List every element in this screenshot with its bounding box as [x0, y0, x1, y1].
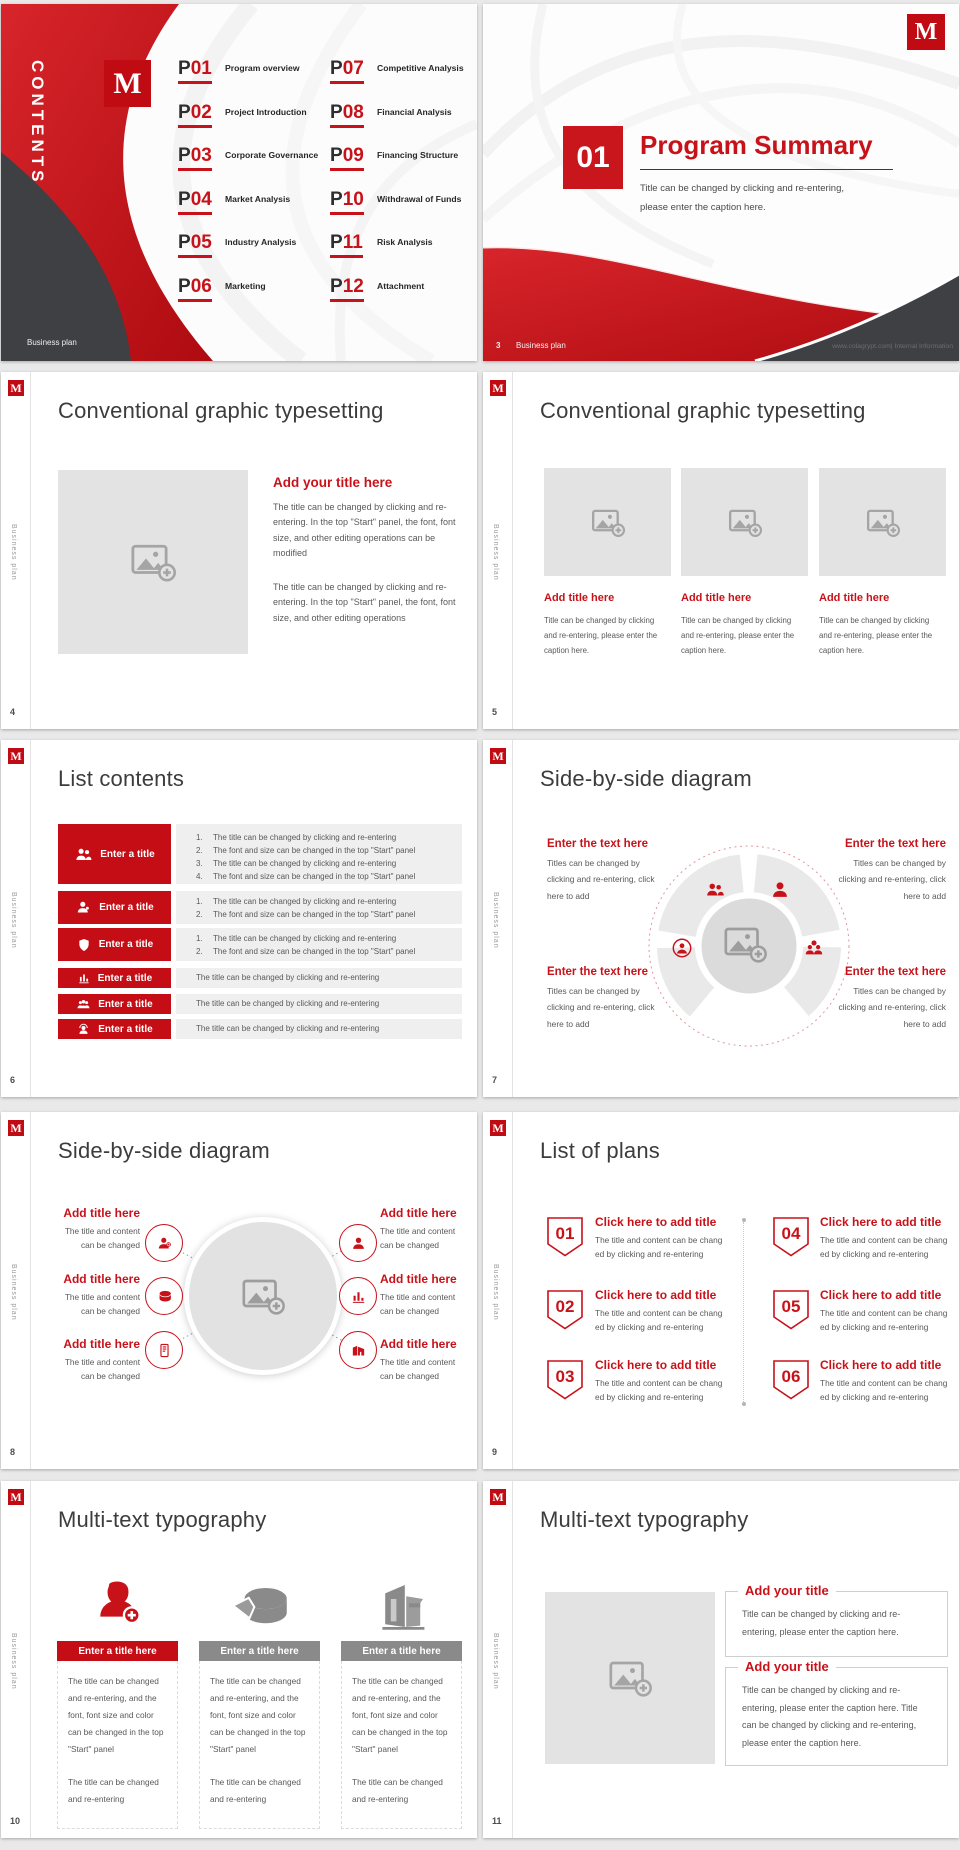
contents-item-number: P05: [178, 233, 212, 258]
plan-item-text: Click here to add title The title and content can be chang ed by clicking and re-entering: [820, 1215, 950, 1261]
content-heading: Add your title here: [273, 475, 393, 490]
plan-badge: 02: [547, 1290, 583, 1330]
content-heading: Add title here: [380, 1272, 457, 1286]
typography-column: [57, 1563, 178, 1829]
slide-title: List of plans: [540, 1138, 661, 1163]
slide-footer: Business plan: [516, 341, 566, 350]
divider: [512, 372, 513, 729]
person-plus-icon: [145, 1224, 183, 1262]
content-heading: Add title here: [63, 1272, 140, 1286]
plan-item-text: Click here to add title The title and content can be chang ed by clicking and re-entering: [595, 1358, 725, 1404]
brand-logo: M: [8, 1120, 24, 1136]
slide-thumbnail-hub-diagram[interactable]: [1, 1112, 477, 1469]
side-label: Business plan: [492, 1633, 499, 1690]
divider: [512, 1112, 513, 1469]
contents-item: P08 Financial Analysis: [330, 103, 477, 128]
divider: [30, 740, 31, 1097]
slide-page-number: 4: [10, 707, 16, 717]
shield-icon: [76, 937, 92, 953]
building-icon: [341, 1563, 462, 1633]
contents-item-number: P01: [178, 59, 212, 84]
brand-logo: M: [490, 1489, 506, 1505]
brand-logo: M: [8, 748, 24, 764]
slide-page-number: 11: [492, 1816, 502, 1826]
side-label: Business plan: [10, 892, 17, 949]
brand-logo: M: [490, 1120, 506, 1136]
pie-3d-icon: [199, 1563, 320, 1633]
typography-column: [341, 1563, 462, 1829]
image-placeholder: [545, 1592, 715, 1764]
brand-logo: M: [8, 380, 24, 396]
diagram-text-block: Add title here The title and content can be changed: [380, 1337, 464, 1383]
side-label: Business plan: [10, 1633, 17, 1690]
content-heading: Click here to add title: [820, 1358, 942, 1372]
column-body: The title can be changed and re-entering, and the font, font size and color can be changed in the top "Start" panel The title can be changed and re-entering: [57, 1661, 178, 1829]
titled-text-box: Add your title Title can be changed by clicking and re-entering, please enter the caption here.: [725, 1591, 948, 1657]
plan-item-text: Click here to add title The title and content can be chang ed by clicking and re-entering: [820, 1288, 950, 1334]
contents-item: P10 Withdrawal of Funds: [330, 190, 477, 215]
plan-item-text: Click here to add title The title and content can be chang ed by clicking and re-entering: [820, 1358, 950, 1404]
contents-item: P01 Program overview: [178, 59, 328, 84]
contents-background-art: [1, 4, 477, 361]
slide-thumbnail-typeset-triple[interactable]: [483, 372, 959, 729]
image-plus-icon: [241, 1276, 285, 1316]
operator-icon: [76, 1022, 91, 1037]
contents-item: P09 Financing Structure: [330, 146, 477, 171]
slide-title: Conventional graphic typesetting: [540, 398, 866, 423]
contents-item-number: P08: [330, 103, 364, 128]
slide-page-number: 6: [10, 1075, 16, 1085]
contents-vertical-title: CONTENTS: [28, 60, 47, 186]
chart-icon: [339, 1277, 377, 1315]
group-icon: [803, 937, 825, 959]
contents-item-number: P09: [330, 146, 364, 171]
content-heading: Add your title: [738, 1583, 836, 1598]
list-row-header: Enter a title: [58, 928, 171, 961]
content-heading: Enter the text here: [845, 966, 946, 978]
contents-item: P06 Marketing: [178, 277, 328, 302]
contents-item-number: P02: [178, 103, 212, 128]
divider: [30, 1481, 31, 1838]
team-icon: [76, 997, 91, 1012]
slide-thumbnail-circle-diagram[interactable]: [483, 740, 959, 1097]
section-caption: Title can be changed by clicking and re-entering, please enter the caption here.: [640, 183, 845, 213]
list-row-content: 1. The title can be changed by clicking and re-entering 2. The font and size can be changed in the top "Start" panel: [176, 928, 462, 961]
plan-badge: 04: [773, 1217, 809, 1257]
contents-item-number: P03: [178, 146, 212, 171]
contents-item: P11 Risk Analysis: [330, 233, 477, 258]
list-row-content: The title can be changed by clicking and re-entering: [176, 968, 462, 988]
plan-badge: 05: [773, 1290, 809, 1330]
content-heading: Add title here: [681, 592, 752, 604]
contents-item-number: P12: [330, 277, 364, 302]
slide-page-number: 9: [492, 1447, 498, 1457]
title-underline: [640, 169, 893, 170]
content-paragraph: The title can be changed by clicking and re-entering. In the top "Start" panel, the font, font size, and other editing operations: [273, 582, 456, 623]
side-label: Business plan: [10, 1264, 17, 1321]
diagram-text-block: Enter the text here Titles can be changed by clicking and re-entering, click here to add: [547, 966, 657, 1032]
contents-item: P03 Corporate Governance: [178, 146, 328, 171]
content-heading: Add title here: [380, 1206, 457, 1220]
image-plus-icon: [591, 507, 625, 538]
content-heading: Enter the text here: [547, 838, 648, 850]
contents-item: P04 Market Analysis: [178, 190, 328, 215]
team-icon: [704, 879, 726, 901]
slide-thumbnail-section01[interactable]: [483, 4, 959, 361]
divider: [30, 372, 31, 729]
column-body: The title can be changed and re-entering, and the font, font size and color can be changed in the top "Start" panel The title can be changed and re-entering: [199, 1661, 320, 1829]
content-caption: Title can be changed by clicking and re-entering, please enter the caption here.: [681, 616, 795, 656]
content-heading: Add your title: [738, 1659, 836, 1674]
side-label: Business plan: [492, 1264, 499, 1321]
list-row-header: Enter a title: [58, 994, 171, 1014]
slide-title: Multi-text typography: [58, 1507, 267, 1532]
brand-logo: M: [8, 1489, 24, 1505]
column-body: The title can be changed and re-entering, and the font, font size and color can be changed in the top "Start" panel The title can be changed and re-entering: [341, 1661, 462, 1829]
contents-item: P02 Project Introduction: [178, 103, 328, 128]
content-heading: Add title here: [63, 1206, 140, 1220]
contents-item-number: P10: [330, 190, 364, 215]
brand-logo: M: [104, 60, 151, 107]
plan-item-text: Click here to add title The title and content can be chang ed by clicking and re-entering: [595, 1288, 725, 1334]
content-heading: Add title here: [380, 1337, 457, 1351]
slide-page-number: 7: [492, 1075, 498, 1085]
content-caption: Title can be changed by clicking and re-entering, please enter the caption here.: [819, 616, 933, 656]
list-row-header: Enter a title: [58, 1019, 171, 1039]
column-header: Enter a title here: [57, 1641, 178, 1661]
diagram-text-block: Add title here The title and content can be changed: [380, 1206, 464, 1252]
content-heading: Click here to add title: [595, 1358, 717, 1372]
divider: [512, 1481, 513, 1838]
image-placeholder: [681, 468, 808, 576]
divider: [512, 740, 513, 1097]
person-circle-icon: [671, 937, 693, 959]
diagram-text-block: Enter the text here Titles can be changed by clicking and re-entering, click here to add: [833, 838, 946, 904]
person-badge-icon: [75, 899, 92, 916]
slide-footer: Business plan: [27, 338, 77, 347]
side-label: Business plan: [10, 524, 17, 581]
image-plus-icon: [608, 1658, 652, 1698]
image-plus-icon: [723, 924, 767, 964]
plan-badge: 01: [547, 1217, 583, 1257]
content-caption: Title can be changed by clicking and re-entering, please enter the caption here.: [544, 616, 658, 656]
list-row-header: Enter a title: [58, 891, 171, 924]
diagram-text-block: Enter the text here Titles can be changed by clicking and re-entering, click here to add: [547, 838, 657, 904]
slide-thumbnail-typeset-single[interactable]: [1, 372, 477, 729]
slide-thumbnail-list-contents[interactable]: [1, 740, 477, 1097]
bar-chart-icon: [77, 971, 91, 985]
slide-page-number: 3: [496, 341, 501, 350]
slide-page-number: 5: [492, 707, 498, 717]
diagram-text-block: Add title here The title and content can be changed: [56, 1206, 140, 1252]
person-icon: [339, 1224, 377, 1262]
image-placeholder: [544, 468, 671, 576]
side-label: Business plan: [492, 892, 499, 949]
slide-title: Side-by-side diagram: [58, 1138, 270, 1163]
column-header: Enter a title here: [341, 1641, 462, 1661]
content-heading: Add title here: [63, 1337, 140, 1351]
list-row-header: Enter a title: [58, 824, 171, 884]
image-placeholder: [241, 1276, 285, 1316]
section-number-box: 01: [563, 126, 623, 189]
content-heading: Enter the text here: [547, 966, 648, 978]
slide-thumbnail-typo-columns[interactable]: [1, 1481, 477, 1838]
contents-item-number: P06: [178, 277, 212, 302]
content-heading: Click here to add title: [595, 1215, 717, 1229]
image-placeholder: [819, 468, 946, 576]
diagram-text-block: Enter the text here Titles can be changed by clicking and re-entering, click here to add: [833, 966, 946, 1032]
watermark-url: www.colagrypt.com| Internal Information: [832, 343, 953, 350]
plan-badge: 06: [773, 1360, 809, 1400]
contents-item-number: P11: [330, 233, 363, 258]
contents-item: P07 Competitive Analysis: [330, 59, 477, 84]
content-paragraph: The title can be changed by clicking and re-entering. In the top "Start" panel, the font, font size, and other editing operations can be modified: [273, 502, 456, 559]
brand-logo: M: [490, 748, 506, 764]
list-row-content: 1. The title can be changed by clicking and re-entering 2. The font and size can be changed in the top "Start" panel 3. The title can be changed by clicking and re-entering 4. The font and size can be changed in the top "Start" panel: [176, 824, 462, 884]
diagram-text-block: Add title here The title and content can be changed: [56, 1337, 140, 1383]
list-row-header: Enter a title: [58, 968, 171, 988]
content-heading: Click here to add title: [820, 1215, 942, 1229]
diagram-text-block: Add title here The title and content can be changed: [380, 1272, 464, 1318]
list-row-content: The title can be changed by clicking and re-entering: [176, 994, 462, 1014]
image-plus-icon: [130, 541, 176, 583]
slide-title: Side-by-side diagram: [540, 766, 752, 791]
image-placeholder: [723, 924, 767, 964]
plan-item-text: Click here to add title The title and content can be chang ed by clicking and re-entering: [595, 1215, 725, 1261]
content-heading: Enter the text here: [845, 838, 946, 850]
diagram-text-block: Add title here The title and content can be changed: [56, 1272, 140, 1318]
content-heading: Click here to add title: [820, 1288, 942, 1302]
slide-thumbnail-plans[interactable]: [483, 1112, 959, 1469]
image-plus-icon: [866, 507, 900, 538]
contents-item-number: P07: [330, 59, 364, 84]
contents-item: P05 Industry Analysis: [178, 233, 328, 258]
slide-title: List contents: [58, 766, 185, 791]
contents-item: P12 Attachment: [330, 277, 477, 302]
content-heading: Add title here: [544, 592, 615, 604]
content-heading: Click here to add title: [595, 1288, 717, 1302]
content-heading: Add title here: [819, 592, 890, 604]
section-title: Program Summary: [640, 130, 873, 160]
presentation-people-icon: [74, 845, 93, 864]
building-icon: [339, 1331, 377, 1369]
slide-page-number: 10: [10, 1816, 21, 1826]
brand-logo: M: [490, 380, 506, 396]
slide-thumbnail-contents[interactable]: [1, 4, 477, 361]
woman-plus-icon: [57, 1563, 178, 1633]
list-row-content: 1. The title can be changed by clicking and re-entering 2. The font and size can be changed in the top "Start" panel: [176, 891, 462, 924]
list-row-content: The title can be changed by clicking and re-entering: [176, 1019, 462, 1039]
slide-page-number: 8: [10, 1447, 16, 1457]
slide-thumbnail-typo-image[interactable]: [483, 1481, 959, 1838]
divider: [743, 1222, 744, 1402]
slide-title: Multi-text typography: [540, 1507, 749, 1532]
mobile-icon: [145, 1331, 183, 1369]
side-label: Business plan: [492, 524, 499, 581]
titled-text-box: Add your title Title can be changed by clicking and re-entering, please enter the caption here. Title can be changed by clicking and re-entering, please enter the caption here.: [725, 1667, 948, 1766]
contents-item-number: P04: [178, 190, 212, 215]
person-icon: [769, 879, 791, 901]
column-header: Enter a title here: [199, 1641, 320, 1661]
image-plus-icon: [728, 507, 762, 538]
plan-badge: 03: [547, 1360, 583, 1400]
typography-column: [199, 1563, 320, 1829]
image-placeholder: [58, 470, 248, 654]
pie-chart-icon: [145, 1277, 183, 1315]
slide-title: Conventional graphic typesetting: [58, 398, 384, 423]
brand-logo: M: [907, 14, 945, 50]
